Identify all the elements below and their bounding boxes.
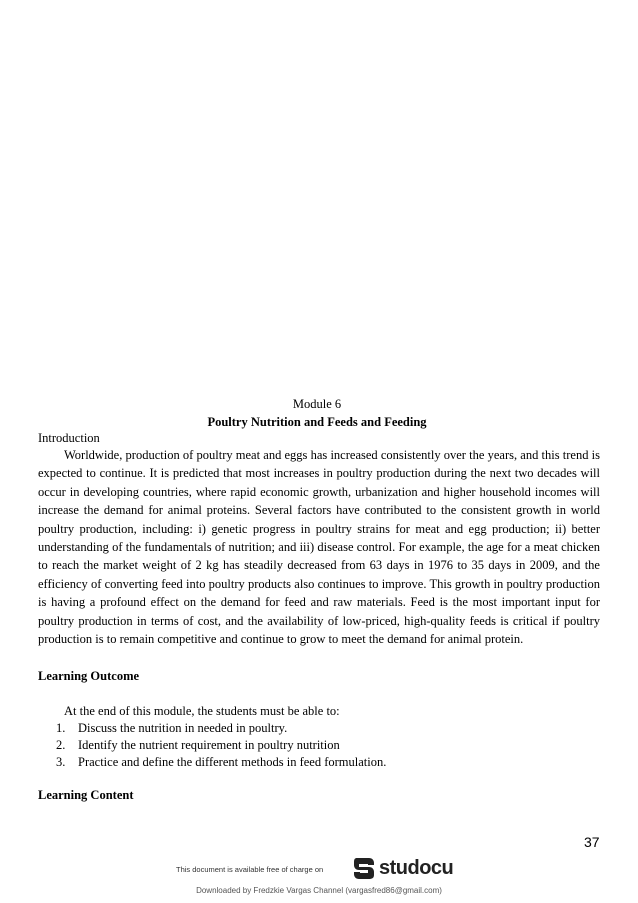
list-item-text: Discuss the nutrition in needed in poultry. [78, 721, 288, 735]
module-title-text: Poultry Nutrition and Feeds and Feeding [207, 415, 427, 429]
learning-content-heading: Learning Content [38, 788, 134, 802]
module-number-text: Module 6 [292, 397, 342, 411]
learning-outcome-heading: Learning Outcome [38, 669, 140, 683]
list-item [56, 754, 386, 771]
list-item-text: Practice and define the different methods in feed formulation. [78, 755, 387, 769]
page-number: 37 [584, 834, 600, 850]
module-number [0, 396, 638, 412]
studocu-logo[interactable] [353, 856, 453, 880]
learning-outcome-list [56, 720, 386, 771]
introduction-label: Introduction [38, 431, 100, 445]
learning-outcome-intro: At the end of this module, the students must be able to: [64, 704, 340, 718]
list-item-text: Identify the nutrient requirement in poultry nutrition [78, 738, 340, 752]
list-item [56, 720, 386, 737]
module-title [0, 414, 638, 430]
list-item-number: 1. [56, 721, 66, 735]
list-item-number: 2. [56, 738, 66, 752]
studocu-logo-icon [353, 856, 375, 880]
download-notice: Downloaded by Fredzkie Vargas Channel (vargasfred86@gmail.com) [196, 886, 442, 895]
studocu-logo-text: studocu [379, 856, 454, 879]
availability-notice: This document is available free of charge on [176, 865, 324, 874]
introduction-paragraph: Worldwide, production of poultry meat and eggs has increased consistently over the years, and this trend is expected to continue. It is predicted that most increases in poultry production during the next two decades will occur in developing countries, where rapid economic growth, urbanization and higher household incomes will increase the demand for animal proteins. Several factors have contributed to the consistent growth in world poultry production, including: i) genetic progress in poultry strains for meat and egg production; ii) better understanding of the fundamentals of nutrition; and iii) disease control. For example, the age for a meat chicken to reach the market weight of 2 kg has steadily decreased from 63 days in 1976 to 35 days in 2009, and the efficiency of converting feed into poultry products also continues to improve. This growth in poultry production is having a profound effect on the demand for feed and raw materials. Feed is the most important input for poultry production in terms of cost, and the availability of low-priced, high-quality feeds is critical if poultry production is to remain competitive and continue to grow to meet the demand for animal protein. [38, 448, 600, 647]
list-item-number: 3. [56, 755, 66, 769]
list-item [56, 737, 386, 754]
